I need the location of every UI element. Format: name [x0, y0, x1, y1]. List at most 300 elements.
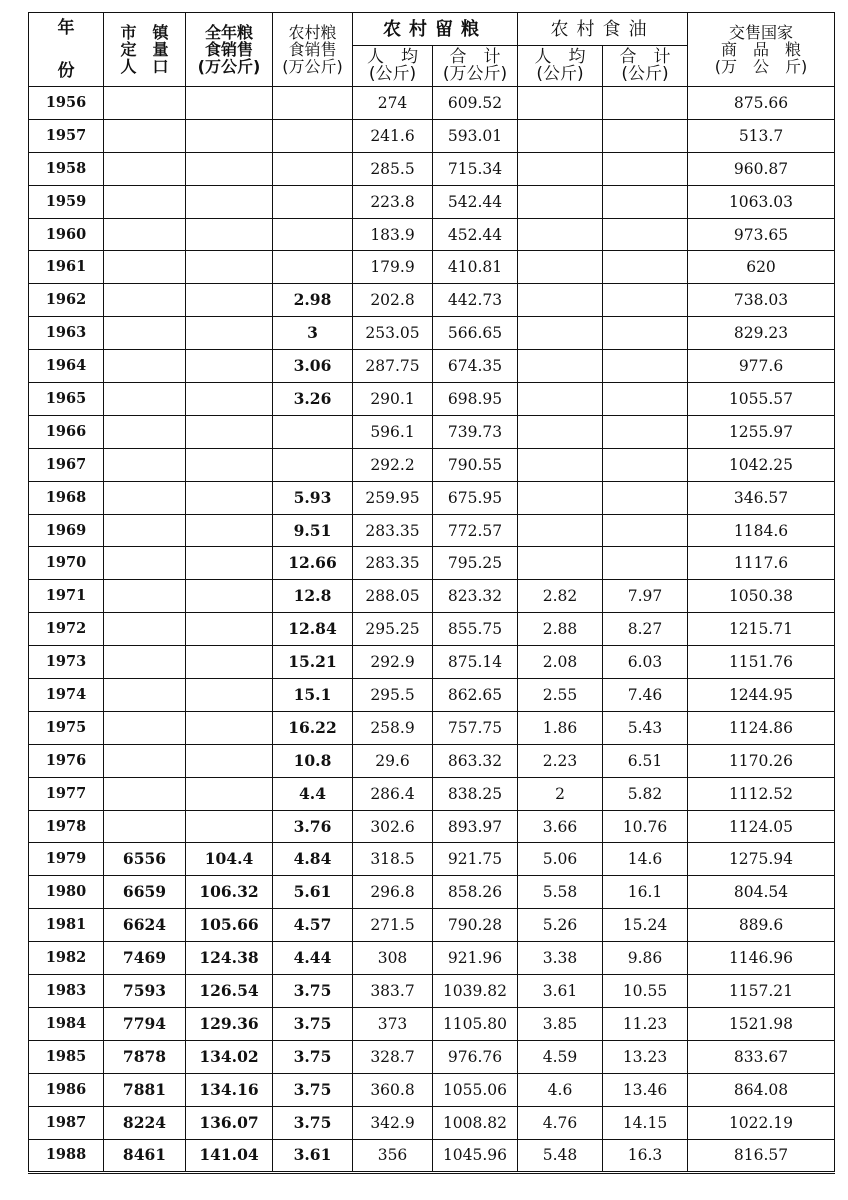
- table-row: [29, 251, 835, 284]
- cell-oil-total: [603, 119, 688, 152]
- cell-total-grain-sales: [186, 218, 273, 251]
- cell-grain-per-capita: 285.5: [353, 152, 433, 185]
- cell-state-commodity-grain: 513.7: [688, 119, 835, 152]
- cell-year: 1982: [29, 942, 104, 975]
- cell-grain-per-capita: 288.05: [353, 580, 433, 613]
- cell-urban-population: [104, 514, 186, 547]
- header-urban-pop-line3: 人 口: [120, 57, 169, 76]
- cell-grain-per-capita: 292.2: [353, 448, 433, 481]
- cell-grain-total: 862.65: [433, 679, 518, 712]
- cell-urban-population: [104, 218, 186, 251]
- cell-rural-grain-sales: 15.21: [273, 646, 353, 679]
- header-total-grain-line2: 食销售: [204, 40, 253, 59]
- cell-rural-grain-sales: [273, 185, 353, 218]
- cell-rural-grain-sales: 16.22: [273, 711, 353, 744]
- cell-total-grain-sales: [186, 284, 273, 317]
- cell-total-grain-sales: [186, 514, 273, 547]
- table-row: [29, 284, 835, 317]
- cell-state-commodity-grain: 1022.19: [688, 1106, 835, 1139]
- table-row: [29, 1007, 835, 1040]
- cell-year: 1960: [29, 218, 104, 251]
- table-row: [29, 152, 835, 185]
- header-total-grain-sales: [186, 13, 273, 87]
- cell-grain-per-capita: 283.35: [353, 514, 433, 547]
- cell-total-grain-sales: [186, 152, 273, 185]
- cell-state-commodity-grain: 833.67: [688, 1040, 835, 1073]
- table-row: [29, 1073, 835, 1106]
- cell-grain-per-capita: 223.8: [353, 185, 433, 218]
- cell-grain-per-capita: 29.6: [353, 744, 433, 777]
- cell-rural-grain-sales: 3: [273, 317, 353, 350]
- header-state-grain-line1: 交售国家: [728, 23, 793, 42]
- header-rural-grain-sales: [273, 13, 353, 87]
- cell-rural-grain-sales: 10.8: [273, 744, 353, 777]
- cell-state-commodity-grain: 1063.03: [688, 185, 835, 218]
- cell-oil-per-capita: 5.06: [518, 843, 603, 876]
- cell-oil-per-capita: [518, 415, 603, 448]
- header-state-grain-line3: (万 公 斤): [714, 57, 808, 76]
- cell-year: 1978: [29, 810, 104, 843]
- cell-grain-total: 921.75: [433, 843, 518, 876]
- cell-total-grain-sales: [186, 350, 273, 383]
- cell-year: 1987: [29, 1106, 104, 1139]
- cell-state-commodity-grain: 816.57: [688, 1139, 835, 1173]
- cell-rural-grain-sales: 3.61: [273, 1139, 353, 1173]
- cell-urban-population: [104, 383, 186, 416]
- cell-grain-total: 790.28: [433, 909, 518, 942]
- cell-grain-per-capita: 328.7: [353, 1040, 433, 1073]
- table-row: [29, 481, 835, 514]
- cell-grain-total: 790.55: [433, 448, 518, 481]
- cell-state-commodity-grain: 1521.98: [688, 1007, 835, 1040]
- cell-grain-per-capita: 287.75: [353, 350, 433, 383]
- cell-oil-total: 14.15: [603, 1106, 688, 1139]
- cell-grain-total: 739.73: [433, 415, 518, 448]
- table-row: [29, 317, 835, 350]
- cell-rural-grain-sales: 5.93: [273, 481, 353, 514]
- cell-state-commodity-grain: 1151.76: [688, 646, 835, 679]
- cell-year: 1959: [29, 185, 104, 218]
- cell-grain-per-capita: 295.25: [353, 613, 433, 646]
- cell-oil-per-capita: [518, 547, 603, 580]
- cell-total-grain-sales: 105.66: [186, 909, 273, 942]
- cell-oil-total: [603, 547, 688, 580]
- cell-total-grain-sales: [186, 383, 273, 416]
- header-total-grain-line1: 全年粮: [204, 23, 253, 42]
- cell-grain-total: 566.65: [433, 317, 518, 350]
- table-row: [29, 350, 835, 383]
- cell-oil-per-capita: [518, 317, 603, 350]
- cell-urban-population: [104, 87, 186, 120]
- cell-grain-per-capita: 283.35: [353, 547, 433, 580]
- cell-urban-population: 6624: [104, 909, 186, 942]
- cell-grain-total: 442.73: [433, 284, 518, 317]
- cell-grain-total: 1008.82: [433, 1106, 518, 1139]
- cell-state-commodity-grain: 1117.6: [688, 547, 835, 580]
- cell-oil-per-capita: 5.58: [518, 876, 603, 909]
- cell-oil-per-capita: 2.55: [518, 679, 603, 712]
- cell-state-commodity-grain: 804.54: [688, 876, 835, 909]
- cell-oil-total: [603, 383, 688, 416]
- cell-grain-total: 593.01: [433, 119, 518, 152]
- table-row: [29, 942, 835, 975]
- cell-grain-total: 674.35: [433, 350, 518, 383]
- cell-year: 1984: [29, 1007, 104, 1040]
- header-rural-grain-line3: (万公斤): [282, 57, 343, 76]
- cell-year: 1979: [29, 843, 104, 876]
- cell-grain-per-capita: 183.9: [353, 218, 433, 251]
- cell-urban-population: [104, 646, 186, 679]
- cell-state-commodity-grain: 960.87: [688, 152, 835, 185]
- header-grain-total-line2: (万公斤): [442, 64, 508, 84]
- table-row: [29, 909, 835, 942]
- cell-urban-population: 6556: [104, 843, 186, 876]
- cell-urban-population: [104, 284, 186, 317]
- cell-oil-total: [603, 251, 688, 284]
- cell-oil-total: [603, 152, 688, 185]
- cell-rural-grain-sales: 5.61: [273, 876, 353, 909]
- cell-total-grain-sales: [186, 448, 273, 481]
- cell-year: 1976: [29, 744, 104, 777]
- cell-rural-grain-sales: 2.98: [273, 284, 353, 317]
- cell-total-grain-sales: 104.4: [186, 843, 273, 876]
- cell-grain-total: 838.25: [433, 777, 518, 810]
- cell-state-commodity-grain: 1124.05: [688, 810, 835, 843]
- cell-oil-total: [603, 415, 688, 448]
- cell-rural-grain-sales: 12.8: [273, 580, 353, 613]
- cell-total-grain-sales: [186, 87, 273, 120]
- cell-grain-per-capita: 179.9: [353, 251, 433, 284]
- cell-state-commodity-grain: 875.66: [688, 87, 835, 120]
- cell-grain-total: 893.97: [433, 810, 518, 843]
- cell-year: 1968: [29, 481, 104, 514]
- cell-oil-total: 7.46: [603, 679, 688, 712]
- cell-rural-grain-sales: 3.75: [273, 1040, 353, 1073]
- cell-oil-total: 10.76: [603, 810, 688, 843]
- cell-urban-population: 8461: [104, 1139, 186, 1173]
- cell-year: 1961: [29, 251, 104, 284]
- table-row: [29, 87, 835, 120]
- cell-grain-total: 715.34: [433, 152, 518, 185]
- header-urban-population: [104, 13, 186, 87]
- cell-grain-per-capita: 292.9: [353, 646, 433, 679]
- cell-grain-per-capita: 296.8: [353, 876, 433, 909]
- cell-grain-total: 452.44: [433, 218, 518, 251]
- cell-year: 1983: [29, 975, 104, 1008]
- header-year: [29, 13, 104, 87]
- cell-state-commodity-grain: 1157.21: [688, 975, 835, 1008]
- cell-year: 1975: [29, 711, 104, 744]
- cell-state-commodity-grain: 1170.26: [688, 744, 835, 777]
- cell-grain-total: 1039.82: [433, 975, 518, 1008]
- cell-urban-population: [104, 744, 186, 777]
- cell-total-grain-sales: 126.54: [186, 975, 273, 1008]
- cell-total-grain-sales: 129.36: [186, 1007, 273, 1040]
- cell-oil-total: 13.46: [603, 1073, 688, 1106]
- table-row: [29, 777, 835, 810]
- cell-state-commodity-grain: 889.6: [688, 909, 835, 942]
- cell-oil-per-capita: [518, 514, 603, 547]
- grain-statistics-sheet: [28, 12, 834, 1174]
- table-row: [29, 580, 835, 613]
- cell-rural-grain-sales: 3.75: [273, 1106, 353, 1139]
- table-row: [29, 185, 835, 218]
- cell-grain-total: 858.26: [433, 876, 518, 909]
- cell-year: 1970: [29, 547, 104, 580]
- header-grain-total-line1: 合 计: [449, 47, 501, 67]
- header-state-commodity-grain: [688, 13, 835, 87]
- cell-year: 1972: [29, 613, 104, 646]
- cell-oil-per-capita: 3.61: [518, 975, 603, 1008]
- cell-oil-per-capita: 5.26: [518, 909, 603, 942]
- cell-grain-total: 823.32: [433, 580, 518, 613]
- cell-grain-total: 855.75: [433, 613, 518, 646]
- cell-urban-population: [104, 119, 186, 152]
- table-row: [29, 646, 835, 679]
- cell-year: 1981: [29, 909, 104, 942]
- cell-urban-population: [104, 679, 186, 712]
- cell-grain-total: 1105.80: [433, 1007, 518, 1040]
- cell-year: 1974: [29, 679, 104, 712]
- cell-grain-per-capita: 253.05: [353, 317, 433, 350]
- cell-grain-per-capita: 596.1: [353, 415, 433, 448]
- cell-oil-per-capita: 4.76: [518, 1106, 603, 1139]
- cell-rural-grain-sales: 12.66: [273, 547, 353, 580]
- cell-total-grain-sales: [186, 777, 273, 810]
- header-year-line2: 份: [57, 60, 75, 81]
- cell-oil-total: 15.24: [603, 909, 688, 942]
- cell-grain-total: 675.95: [433, 481, 518, 514]
- cell-total-grain-sales: [186, 481, 273, 514]
- table-row: [29, 744, 835, 777]
- cell-state-commodity-grain: 1244.95: [688, 679, 835, 712]
- cell-urban-population: 7469: [104, 942, 186, 975]
- cell-rural-grain-sales: 3.75: [273, 1073, 353, 1106]
- cell-oil-total: 14.6: [603, 843, 688, 876]
- header-urban-pop-line1: 市 镇: [120, 23, 169, 42]
- header-year-line1: 年: [57, 17, 75, 38]
- table-row: [29, 1106, 835, 1139]
- cell-oil-total: 6.51: [603, 744, 688, 777]
- cell-grain-total: 1055.06: [433, 1073, 518, 1106]
- header-rural-grain-line2: 食销售: [288, 40, 337, 59]
- cell-urban-population: 6659: [104, 876, 186, 909]
- cell-grain-per-capita: 356: [353, 1139, 433, 1173]
- table-row: [29, 383, 835, 416]
- cell-oil-total: [603, 350, 688, 383]
- cell-oil-per-capita: [518, 119, 603, 152]
- cell-oil-total: 16.1: [603, 876, 688, 909]
- cell-oil-per-capita: [518, 284, 603, 317]
- cell-oil-per-capita: 3.85: [518, 1007, 603, 1040]
- cell-oil-per-capita: [518, 481, 603, 514]
- cell-urban-population: [104, 185, 186, 218]
- cell-oil-per-capita: 2.08: [518, 646, 603, 679]
- header-grain-per-capita-line2: (公斤): [368, 64, 417, 84]
- cell-total-grain-sales: [186, 679, 273, 712]
- cell-year: 1986: [29, 1073, 104, 1106]
- cell-rural-grain-sales: 4.57: [273, 909, 353, 942]
- cell-oil-per-capita: 3.66: [518, 810, 603, 843]
- grain-statistics-table: [28, 12, 835, 1174]
- cell-state-commodity-grain: 738.03: [688, 284, 835, 317]
- cell-rural-grain-sales: 3.26: [273, 383, 353, 416]
- table-row: [29, 218, 835, 251]
- cell-oil-per-capita: [518, 152, 603, 185]
- table-row: [29, 810, 835, 843]
- cell-grain-per-capita: 271.5: [353, 909, 433, 942]
- cell-urban-population: [104, 350, 186, 383]
- cell-oil-total: 10.55: [603, 975, 688, 1008]
- cell-oil-per-capita: [518, 448, 603, 481]
- cell-grain-per-capita: 302.6: [353, 810, 433, 843]
- cell-state-commodity-grain: 1124.86: [688, 711, 835, 744]
- cell-rural-grain-sales: 3.75: [273, 975, 353, 1008]
- cell-grain-per-capita: 342.9: [353, 1106, 433, 1139]
- cell-grain-per-capita: 286.4: [353, 777, 433, 810]
- header-oil-total-line1: 合 计: [619, 47, 671, 67]
- cell-urban-population: 7881: [104, 1073, 186, 1106]
- table-row: [29, 613, 835, 646]
- cell-state-commodity-grain: 1184.6: [688, 514, 835, 547]
- cell-oil-total: [603, 317, 688, 350]
- cell-oil-total: [603, 481, 688, 514]
- cell-year: 1956: [29, 87, 104, 120]
- cell-urban-population: [104, 152, 186, 185]
- cell-oil-per-capita: [518, 185, 603, 218]
- cell-rural-grain-sales: [273, 415, 353, 448]
- table-row: [29, 547, 835, 580]
- cell-total-grain-sales: [186, 744, 273, 777]
- cell-year: 1964: [29, 350, 104, 383]
- cell-oil-per-capita: [518, 218, 603, 251]
- cell-rural-grain-sales: 3.76: [273, 810, 353, 843]
- table-row: [29, 119, 835, 152]
- cell-urban-population: [104, 415, 186, 448]
- cell-oil-total: 5.43: [603, 711, 688, 744]
- cell-urban-population: 7593: [104, 975, 186, 1008]
- cell-oil-per-capita: [518, 87, 603, 120]
- table-header: [29, 13, 835, 87]
- cell-state-commodity-grain: 1215.71: [688, 613, 835, 646]
- table-row: [29, 679, 835, 712]
- cell-total-grain-sales: 106.32: [186, 876, 273, 909]
- cell-grain-per-capita: 274: [353, 87, 433, 120]
- cell-state-commodity-grain: 1050.38: [688, 580, 835, 613]
- cell-urban-population: 8224: [104, 1106, 186, 1139]
- cell-oil-total: 16.3: [603, 1139, 688, 1173]
- cell-oil-total: 11.23: [603, 1007, 688, 1040]
- cell-oil-total: [603, 185, 688, 218]
- cell-grain-per-capita: 383.7: [353, 975, 433, 1008]
- cell-urban-population: [104, 251, 186, 284]
- cell-state-commodity-grain: 864.08: [688, 1073, 835, 1106]
- cell-total-grain-sales: [186, 613, 273, 646]
- cell-rural-grain-sales: 3.75: [273, 1007, 353, 1040]
- cell-rural-grain-sales: 4.4: [273, 777, 353, 810]
- cell-oil-per-capita: 2.88: [518, 613, 603, 646]
- cell-oil-per-capita: [518, 251, 603, 284]
- cell-grain-total: 410.81: [433, 251, 518, 284]
- cell-urban-population: [104, 580, 186, 613]
- cell-grain-total: 976.76: [433, 1040, 518, 1073]
- table-row: [29, 514, 835, 547]
- cell-oil-total: [603, 218, 688, 251]
- cell-oil-per-capita: 2.82: [518, 580, 603, 613]
- cell-state-commodity-grain: 1112.52: [688, 777, 835, 810]
- cell-state-commodity-grain: 829.23: [688, 317, 835, 350]
- cell-year: 1965: [29, 383, 104, 416]
- cell-state-commodity-grain: 1146.96: [688, 942, 835, 975]
- header-oil-per-capita-line1: 人 均: [534, 47, 586, 67]
- cell-year: 1977: [29, 777, 104, 810]
- table-body: [29, 87, 835, 1173]
- cell-oil-total: [603, 284, 688, 317]
- table-row: [29, 843, 835, 876]
- header-rural-retained-grain: 农村留粮: [353, 13, 518, 46]
- cell-rural-grain-sales: [273, 251, 353, 284]
- cell-total-grain-sales: [186, 119, 273, 152]
- cell-oil-per-capita: 4.59: [518, 1040, 603, 1073]
- cell-urban-population: 7878: [104, 1040, 186, 1073]
- cell-state-commodity-grain: 346.57: [688, 481, 835, 514]
- cell-rural-grain-sales: 15.1: [273, 679, 353, 712]
- cell-grain-total: 772.57: [433, 514, 518, 547]
- cell-year: 1980: [29, 876, 104, 909]
- cell-rural-grain-sales: [273, 218, 353, 251]
- header-oil-per-capita: [518, 46, 603, 87]
- cell-urban-population: [104, 547, 186, 580]
- table-row: [29, 415, 835, 448]
- cell-grain-per-capita: 259.95: [353, 481, 433, 514]
- cell-grain-per-capita: 241.6: [353, 119, 433, 152]
- cell-state-commodity-grain: 1275.94: [688, 843, 835, 876]
- table-row: [29, 975, 835, 1008]
- cell-year: 1985: [29, 1040, 104, 1073]
- cell-year: 1967: [29, 448, 104, 481]
- cell-state-commodity-grain: 1042.25: [688, 448, 835, 481]
- cell-oil-total: 8.27: [603, 613, 688, 646]
- cell-total-grain-sales: [186, 251, 273, 284]
- cell-year: 1962: [29, 284, 104, 317]
- cell-rural-grain-sales: 3.06: [273, 350, 353, 383]
- cell-grain-per-capita: 360.8: [353, 1073, 433, 1106]
- cell-grain-per-capita: 290.1: [353, 383, 433, 416]
- header-oil-total: [603, 46, 688, 87]
- cell-oil-per-capita: [518, 383, 603, 416]
- cell-rural-grain-sales: [273, 87, 353, 120]
- cell-rural-grain-sales: 4.44: [273, 942, 353, 975]
- cell-oil-per-capita: 2: [518, 777, 603, 810]
- cell-oil-per-capita: 1.86: [518, 711, 603, 744]
- cell-urban-population: [104, 448, 186, 481]
- cell-grain-total: 795.25: [433, 547, 518, 580]
- cell-grain-total: 921.96: [433, 942, 518, 975]
- cell-grain-per-capita: 202.8: [353, 284, 433, 317]
- cell-rural-grain-sales: [273, 119, 353, 152]
- table-row: [29, 876, 835, 909]
- cell-urban-population: [104, 613, 186, 646]
- cell-grain-total: 698.95: [433, 383, 518, 416]
- cell-state-commodity-grain: 1055.57: [688, 383, 835, 416]
- header-oil-per-capita-line2: (公斤): [536, 64, 584, 84]
- cell-total-grain-sales: [186, 580, 273, 613]
- cell-oil-per-capita: [518, 350, 603, 383]
- cell-grain-total: 1045.96: [433, 1139, 518, 1173]
- cell-rural-grain-sales: [273, 152, 353, 185]
- cell-total-grain-sales: 124.38: [186, 942, 273, 975]
- cell-total-grain-sales: 136.07: [186, 1106, 273, 1139]
